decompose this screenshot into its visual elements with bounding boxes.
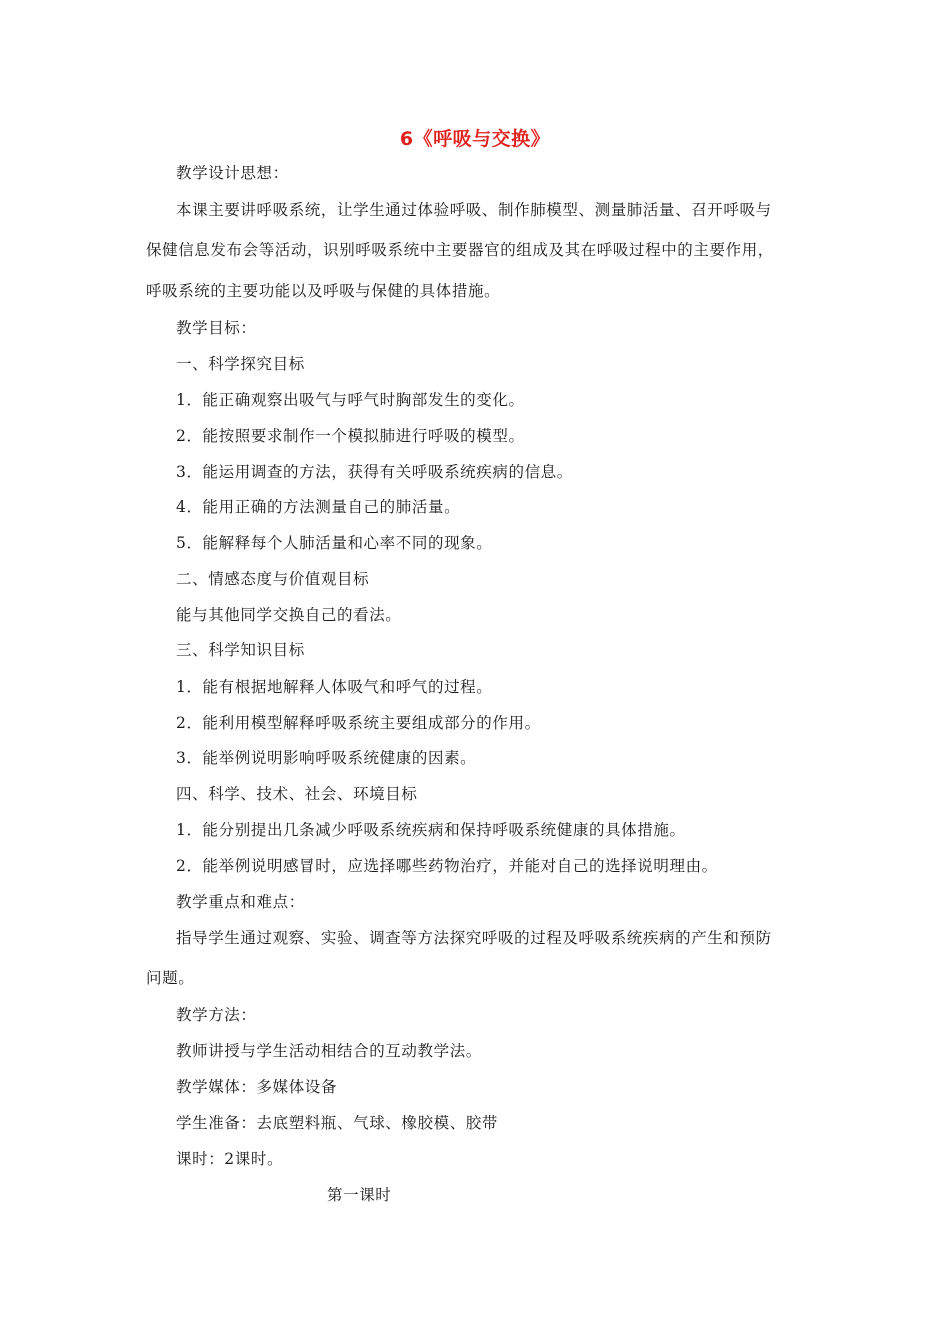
- prep-line: 学生准备：去底塑料瓶、气球、橡胶模、胶带: [176, 1114, 499, 1132]
- section1-item-1: 1．能正确观察出吸气与呼气时胸部发生的变化。: [176, 391, 525, 409]
- section1-item-3: 3．能运用调查的方法，获得有关呼吸系统疾病的信息。: [176, 463, 573, 481]
- method-heading: 教学方法：: [176, 1006, 257, 1024]
- section4-item-1: 1．能分别提出几条减少呼吸系统疾病和保持呼吸系统健康的具体措施。: [176, 821, 686, 839]
- design-text-line-1: 本课主要讲呼吸系统，让学生通过体验呼吸、制作肺模型、测量肺活量、召开呼吸与: [176, 201, 772, 219]
- section2-text: 能与其他同学交换自己的看法。: [176, 606, 402, 624]
- design-heading: 教学设计思想：: [176, 164, 289, 182]
- section4-heading: 四、科学、技术、社会、环境目标: [176, 785, 418, 803]
- hours-line: 课时：2课时。: [176, 1150, 284, 1168]
- section3-item-1: 1．能有根据地解释人体吸气和呼气的过程。: [176, 678, 493, 696]
- section1-item-5: 5．能解释每个人肺活量和心率不同的现象。: [176, 534, 493, 552]
- design-text-line-2: 保健信息发布会等活动，识别呼吸系统中主要器官的组成及其在呼吸过程中的主要作用，: [146, 241, 774, 259]
- section1-item-2: 2．能按照要求制作一个模拟肺进行呼吸的模型。: [176, 427, 525, 445]
- design-text-line-3: 呼吸系统的主要功能以及呼吸与保健的具体措施。: [146, 282, 501, 300]
- media-line: 教学媒体：多媒体设备: [176, 1078, 338, 1096]
- section1-item-4: 4．能用正确的方法测量自己的肺活量。: [176, 498, 461, 516]
- lesson-label: 第一课时: [327, 1186, 392, 1204]
- section2-heading: 二、情感态度与价值观目标: [176, 570, 370, 588]
- section1-heading: 一、科学探究目标: [176, 355, 305, 373]
- key-heading: 教学重点和难点：: [176, 893, 305, 911]
- goals-heading: 教学目标：: [176, 319, 257, 337]
- section3-item-3: 3．能举例说明影响呼吸系统健康的因素。: [176, 749, 477, 767]
- key-text-line-1: 指导学生通过观察、实验、调查等方法探究呼吸的过程及呼吸系统疾病的产生和预防: [176, 929, 772, 947]
- section3-item-2: 2．能利用模型解释呼吸系统主要组成部分的作用。: [176, 714, 541, 732]
- method-text: 教师讲授与学生活动相结合的互动教学法。: [176, 1042, 482, 1060]
- key-text-line-2: 问题。: [146, 969, 195, 987]
- section3-heading: 三、科学知识目标: [176, 641, 305, 659]
- section4-item-2: 2．能举例说明感冒时，应选择哪些药物治疗，并能对自己的选择说明理由。: [176, 857, 718, 875]
- document-title: 6《呼吸与交换》: [399, 128, 551, 150]
